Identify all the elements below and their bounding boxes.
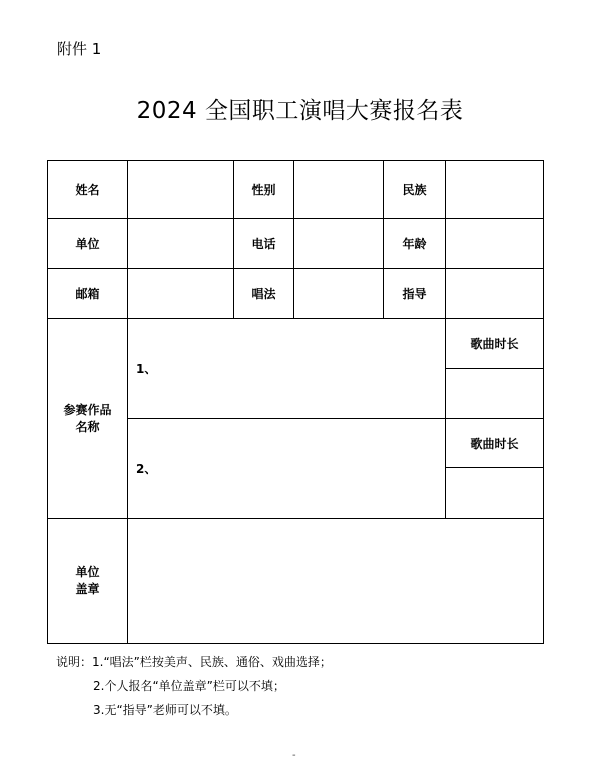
instructor-label: 指导 (384, 269, 446, 319)
unit-label: 单位 (48, 219, 128, 269)
form-title: 2024 全国职工演唱大赛报名表 (136, 98, 464, 124)
age-field[interactable] (446, 219, 544, 269)
page-number: - (292, 750, 296, 761)
age-label: 年龄 (384, 219, 446, 269)
works-label (48, 319, 128, 519)
email-label: 邮箱 (48, 269, 128, 319)
note-3: 3.无“指导”老师可以不填。 (93, 703, 237, 717)
ethnicity-field[interactable] (446, 161, 544, 219)
table-row (48, 219, 544, 269)
seal-label (48, 519, 128, 644)
name-label: 姓名 (48, 161, 128, 219)
ethnicity-label: 民族 (384, 161, 446, 219)
works-label-line2: 名称 (75, 419, 100, 434)
work-1-field[interactable]: 1、 (128, 319, 446, 419)
table-row (48, 161, 544, 219)
duration-1-field[interactable] (446, 369, 544, 419)
phone-field[interactable] (294, 219, 384, 269)
works-label-line1: 参赛作品 (63, 402, 112, 417)
email-field[interactable] (128, 269, 234, 319)
seal-label-line2: 盖章 (75, 582, 100, 596)
seal-label-line1: 单位 (75, 565, 100, 579)
table-row (48, 319, 544, 369)
duration-2-field[interactable] (446, 468, 544, 519)
singing-style-field[interactable] (294, 269, 384, 319)
singing-style-label: 唱法 (234, 269, 294, 319)
attachment-label: 附件 1 (57, 40, 102, 58)
duration-1-label: 歌曲时长 (446, 319, 544, 369)
table-row (48, 269, 544, 319)
work-2-field[interactable]: 2、 (128, 419, 446, 519)
name-field[interactable] (128, 161, 234, 219)
note-1: 说明：1.“唱法”栏按美声、民族、通俗、戏曲选择； (56, 655, 332, 669)
registration-form-table (47, 160, 544, 644)
phone-label: 电话 (234, 219, 294, 269)
gender-field[interactable] (294, 161, 384, 219)
note-2: 2.个人报名“单位盖章”栏可以不填； (93, 679, 285, 693)
notes (56, 650, 332, 722)
table-row (48, 519, 544, 644)
duration-2-label: 歌曲时长 (446, 419, 544, 468)
gender-label: 性别 (234, 161, 294, 219)
unit-field[interactable] (128, 219, 234, 269)
instructor-field[interactable] (446, 269, 544, 319)
seal-field[interactable] (128, 519, 544, 644)
